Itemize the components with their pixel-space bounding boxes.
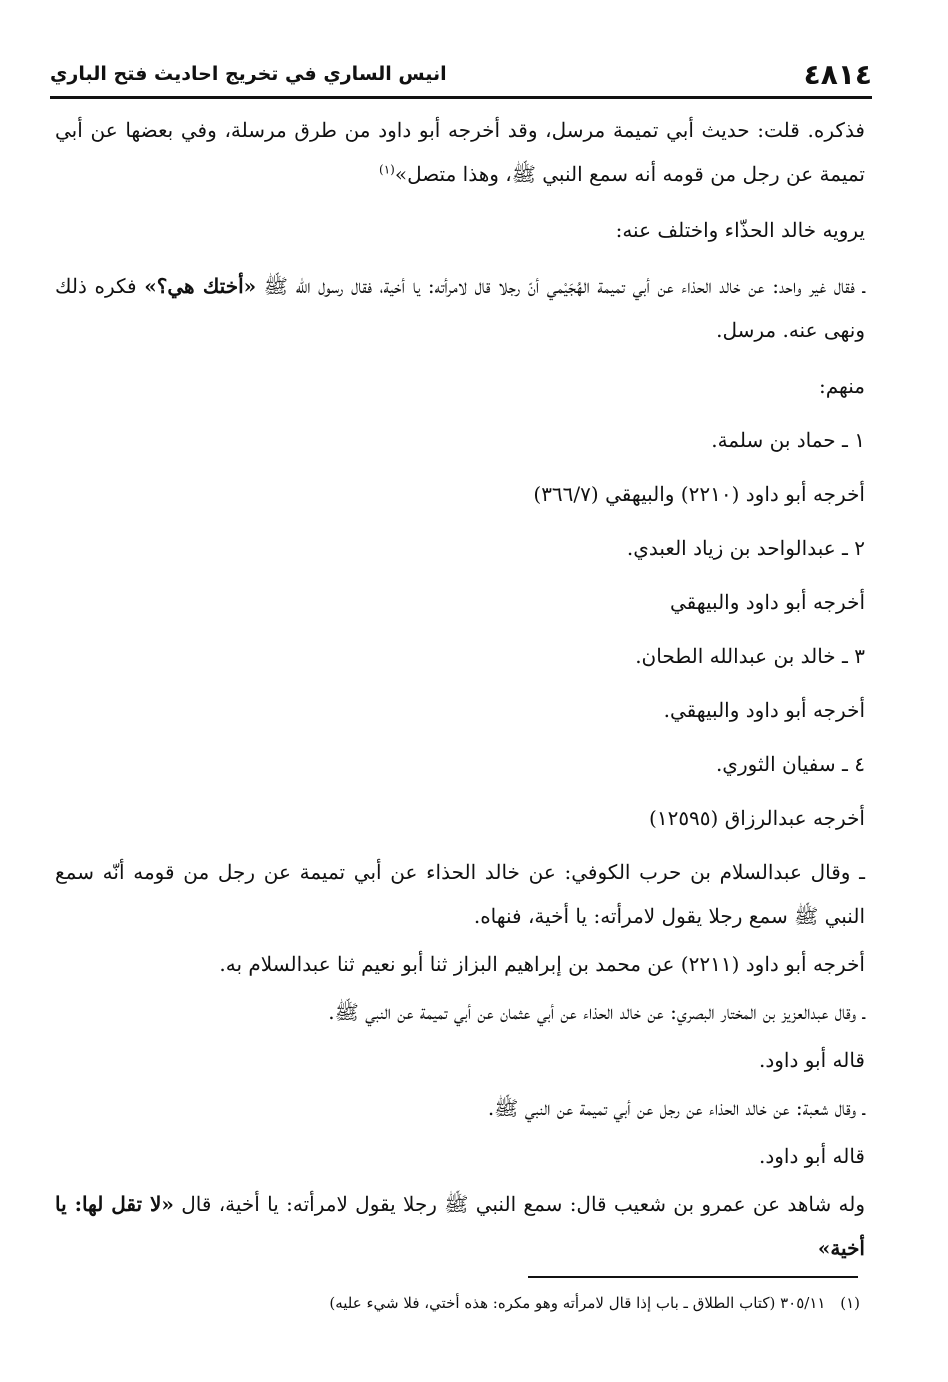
list-item-1: ١ ـ حماد بن سلمة. xyxy=(711,428,865,452)
paragraph-11: وله شاهد عن عمرو بن شعيب قال: سمع النبي ﷺ رجلا يقول لامرأته: يا أخية، قال «لا تقل لها: يا أخية» xyxy=(55,1192,866,1260)
paragraph-6: أخرجه أبو داود (٢٢١١) عن محمد بن إبراهيم البزاز ثنا أبو نعيم ثنا عبدالسلام به. xyxy=(219,952,865,976)
hadith-quote-2: «لا تقل لها: يا أخية» xyxy=(55,1192,865,1260)
list-item-2: ٢ ـ عبدالواحد بن زياد العبدي. xyxy=(626,536,865,560)
list-item-3-source: أخرجه أبو داود والبيهقي. xyxy=(663,698,865,722)
footnote xyxy=(60,1290,860,1316)
paragraph-7: ـ وقال عبدالعزيز بن المختار البصري: عن خالد الحذاء عن أبي عثمان عن أبي تميمة عن النبي ﷺ. xyxy=(328,1000,865,1024)
page-header xyxy=(50,54,872,94)
list-item-4: ٤ ـ سفيان الثوري. xyxy=(715,752,865,776)
paragraph-9: ـ وقال شعبة: عن خالد الحذاء عن رجل عن أبي تميمة عن النبي ﷺ. xyxy=(487,1096,865,1120)
paragraph-3: ـ فقال غير واحد: عن خالد الحذاء عن أبي تميمة الهُجَيْمي أنّ رجلا قال لامرأته: يا أخية، فقال رسول الله ﷺ «أختك هي؟» فكره ذلك ونهى عنه. مرسل. xyxy=(55,274,865,342)
paragraph-5: ـ وقال عبدالسلام بن حرب الكوفي: عن خالد الحذاء عن أبي تميمة عن رجل من قومه أنّه سمع النبي ﷺ سمع رجلا يقول لامرأته: يا أخية، فنهاه. xyxy=(55,860,865,928)
footnote-text: ٣٠٥/١١ (كتاب الطلاق ـ باب إذا قال لامرأته وهو مكره: هذه أختي، فلا شيء عليه) xyxy=(329,1294,826,1312)
paragraph-8: قاله أبو داود. xyxy=(758,1048,865,1072)
paragraph-1: فذكره. قلت: حديث أبي تميمة مرسل، وقد أخرجه أبو داود من طرق مرسلة، وفي بعضها عن أبي تميمة عن رجل من قومه أنه سمع النبي ﷺ، وهذا متصل»$^{(١)}$ xyxy=(55,118,865,186)
footnote-ref: (١) xyxy=(379,162,395,177)
page-body xyxy=(55,108,865,1274)
list-item-3: ٣ ـ خالد بن عبدالله الطحان. xyxy=(635,644,865,668)
footnote-rule xyxy=(528,1276,858,1278)
list-item-4-source: أخرجه عبدالرزاق (١٢٥٩٥) xyxy=(649,806,865,830)
list-item-2-source: أخرجه أبو داود والبيهقي xyxy=(670,590,865,614)
page-number: ٤٨١٤ xyxy=(803,57,872,91)
paragraph-2: يرويه خالد الحذّاء واختلف عنه: xyxy=(615,218,865,242)
list-intro: منهم: xyxy=(818,374,865,398)
paragraph-10: قاله أبو داود. xyxy=(758,1144,865,1168)
footnote-marker: (١) xyxy=(840,1294,860,1312)
hadith-quote: «أختك هي؟» xyxy=(144,274,257,298)
header-rule xyxy=(50,96,872,99)
running-title: انيس الساري في تخريج احاديث فتح الباري xyxy=(50,63,447,85)
list-item-1-source: أخرجه أبو داود (٢٢١٠) والبيهقي (٣٦٦/٧) xyxy=(533,482,865,506)
